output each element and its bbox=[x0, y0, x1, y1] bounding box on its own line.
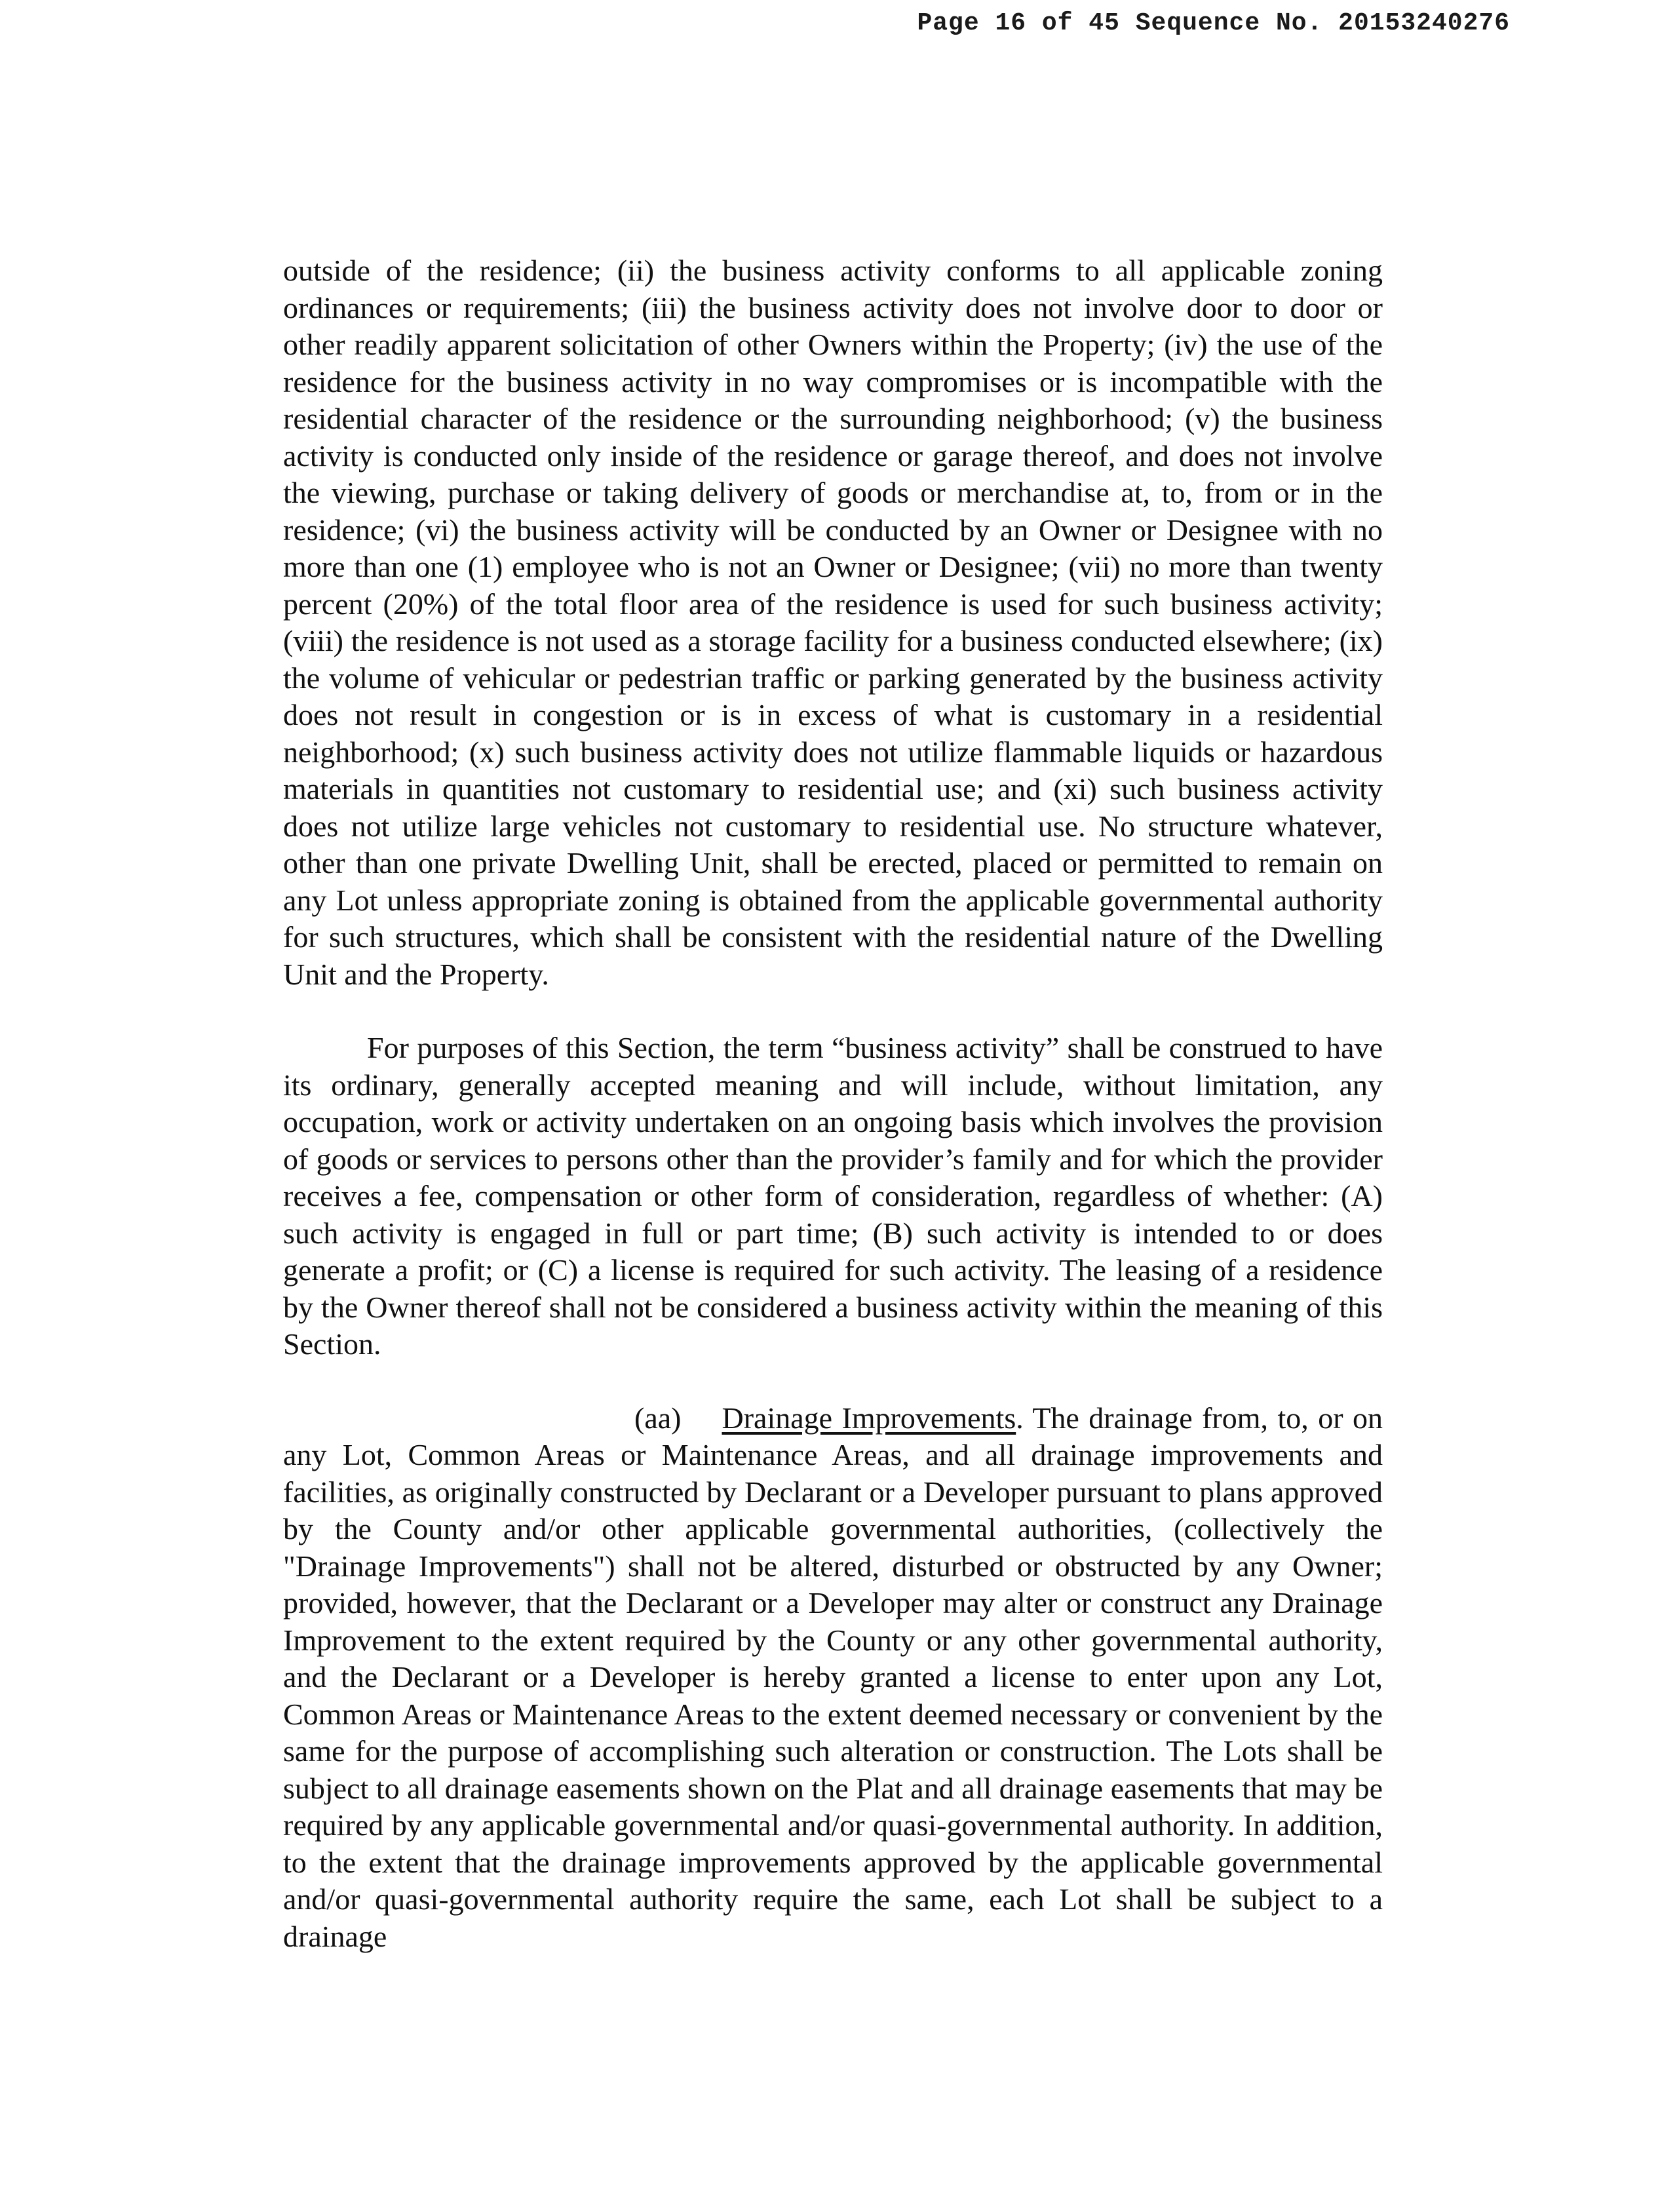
section-body: The drainage from, to, or on any Lot, Common Areas or Maintenance Areas, and all drainage improvements and facilities, as originally constructed by Declarant or a Developer pursuant to plans approved by the County and/or other applicable governmental authorities, (collectively the "Drainage Improvements") shall not be altered, disturbed or obstructed by any Owner; provided, however, that the Declarant or a Developer may alter or construct any Drainage Improvement to the extent required by the County or any other governmental authority, and the Declarant or a Developer is hereby granted a license to enter upon any Lot, Common Areas or Maintenance Areas to the extent deemed necessary or convenient by the same for the purpose of accomplishing such alteration or construction. The Lots shall be subject to all drainage easements shown on the Plat and all drainage easements that may be required by any applicable governmental and/or quasi-governmental authority. In addition, to the extent that the drainage improvements approved by the applicable governmental and/or quasi-governmental authority require the same, each Lot shall be subject to a drainage bbox=[283, 1401, 1383, 1953]
page-sequence-header: Page 16 of 45 Sequence No. 20153240276 bbox=[917, 9, 1510, 37]
section-heading: Drainage Improvements bbox=[722, 1401, 1016, 1435]
document-body bbox=[283, 252, 1383, 1955]
paragraph-business-activity-conditions: outside of the residence; (ii) the business activity conforms to all applicable zoning ordinances or requirements; (iii) the business activity does not involve door to door or other readily apparent solicitation of other Owners within the Property; (iv) the use of the residence for the business activity in no way compromises or is incompatible with the residential character of the residence or the surrounding neighborhood; (v) the business activity is conducted only inside of the residence or garage thereof, and does not involve the viewing, purchase or taking delivery of goods or merchandise at, to, from or in the residence; (vi) the business activity will be conducted by an Owner or Designee with no more than one (1) employee who is not an Owner or Designee; (vii) no more than twenty percent (20%) of the total floor area of the residence is used for such business activity; (viii) the residence is not used as a storage facility for a business conducted elsewhere; (ix) the volume of vehicular or pedestrian traffic or parking generated by the business activity does not result in congestion or is in excess of what is customary in a residential neighborhood; (x) such business activity does not utilize flammable liquids or hazardous materials in quantities not customary to residential use; and (xi) such business activity does not utilize large vehicles not customary to residential use. No structure whatever, other than one private Dwelling Unit, shall be erected, placed or permitted to remain on any Lot unless appropriate zoning is obtained from the applicable governmental authority for such structures, which shall be consistent with the residential nature of the Dwelling Unit and the Property. bbox=[283, 254, 1383, 991]
section-number: (aa) bbox=[634, 1401, 682, 1435]
paragraph-business-activity-definition: For purposes of this Section, the term “business activity” shall be construed to have its ordinary, generally accepted meaning and will include, without limitation, any occupation, work or activity undertaken on an ongoing basis which involves the provision of goods or services to persons other than the provider’s family and for which the provider receives a fee, compensation or other form of consideration, regardless of whether: (A) such activity is engaged in full or part time; (B) such activity is intended to or does generate a profit; or (C) a license is required for such activity. The leasing of a residence by the Owner thereof shall not be considered a business activity within the meaning of this Section. bbox=[283, 1031, 1383, 1361]
section-heading-period: . bbox=[1016, 1401, 1024, 1435]
paragraph-drainage-improvements bbox=[283, 1400, 1383, 1956]
